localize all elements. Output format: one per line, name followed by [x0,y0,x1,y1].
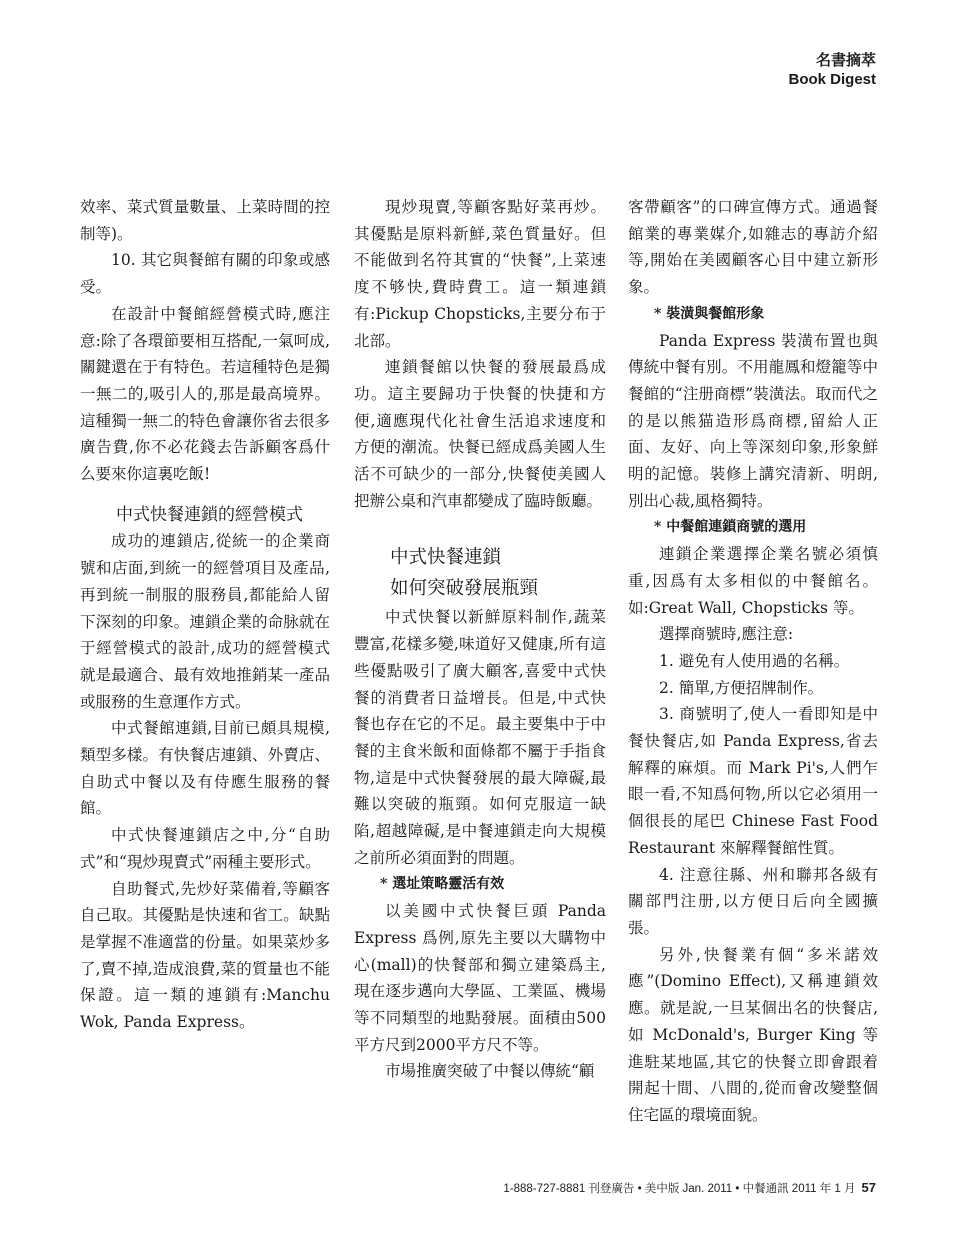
page-footer [503,1180,876,1196]
page-number: 57 [861,1180,876,1195]
paragraph: 市場推廣突破了中餐以傳統“顧 [385,1062,595,1081]
page-header [788,50,876,90]
paragraph: 另外,快餐業有個“多米諾效應”(Domino Effect),又稱連鎖效應。就是說,一旦某個出名的快餐店,如 McDonald's, Burger King 等進駐某地區,其它的快餐立即會跟着開起十間、八間的,從而會改變整個住宅區的環境面貌。 [628,945,878,1124]
section-title-chinese: 名書摘萃 [815,51,876,69]
paragraph: 現炒現賣,等顧客點好菜再炒。其優點是原料新鮮,菜色質量好。但不能做到名符其實的“快餐”,上菜速度不够快,費時費工。這一類連鎖有:Pickup Chopsticks,主要分布于北部。 [354,198,606,350]
paragraph: 連鎖餐館以快餐的發展最爲成功。這主要歸功于快餐的快捷和方便,適應現代化社會生活追求速度和方便的潮流。快餐已經成爲美國人生活不可缺少的一部分,快餐使美國人把辦公桌和汽車都變成了臨時飯廳。 [354,358,606,510]
paragraph: 中式快餐連鎖店之中,分“自助式”和“現炒現賣式”兩種主要形式。 [80,826,330,871]
paragraph: 在設計中餐館經營模式時,應注意:除了各環節要相互搭配,一氣呵成,關鍵還在于有特色。若這種特色是獨一無二的,吸引人的,那是最高境界。這種獨一無二的特色會讓你省去很多廣告費,你不必花錢去告訴顧客爲什么要來你這裏吃飯! [80,304,330,484]
subsection-heading: * 中餐館連鎖商號的選用 [654,519,807,536]
paragraph: 中式快餐以新鮮原料制作,蔬菜豐富,花樣多變,味道好又健康,所有這些優點吸引了廣大顧客,喜愛中式快餐的消費者日益增長。但是,中式快餐也存在它的不足。最主要集中于中餐的主食米飯和面條都不屬于手指食物,這是中式快餐發展的最大障礙,最難以突破的瓶頸。如何克服這一缺陷,超越障礙,是中餐連鎖走向大規模之前所必須面對的問題。 [354,608,606,867]
article-column-3 [628,194,878,1129]
list-item: 4. 注意往縣、州和聯邦各級有關部門注册,以方便日后向全國擴張。 [628,865,878,937]
paragraph: Panda Express 裝潢布置也與傳統中餐有別。不用龍鳳和燈籠等中餐館的“注册商標”裝潢法。取而代之的是以熊猫造形爲商標,留給人正面、友好、向上等深刻印象,形象鮮明的記憶。裝修上講究清新、明朗,別出心裁,風格獨特。 [628,331,878,510]
paragraph: 以美國中式快餐巨頭 Panda Express 爲例,原先主要以大購物中心(mall)的快餐部和獨立建築爲主,現在逐步邁向大學區、工業區、機場等不同類型的地點發展。面積由500平方尺到2000平方尺不等。 [354,902,606,1054]
paragraph: 成功的連鎖店,從統一的企業商號和店面,到統一的經營項目及產品,再到統一制服的服務員,都能給人留下深刻的印象。連鎖企業的命脉就在于經營模式的設計,成功的經營模式就是最適合、最有效地推銷某一產品或服務的生意運作方式。 [80,532,330,711]
paragraph: 自助餐式,先炒好菜備着,等顧客自己取。其優點是快速和省工。缺點是掌握不准適當的份量。如果菜炒多了,賣不掉,造成浪費,菜的質量也不能保證。這一類的連鎖有:Manchu Wok, Panda Express。 [80,879,330,1032]
paragraph: 選擇商號時,應注意: [659,625,794,644]
subsection-heading: * 裝潢與餐館形象 [654,305,765,322]
section-heading: 中式快餐連鎖的經營模式 [116,504,303,525]
paragraph: 效率、菜式質量數量、上菜時間的控制等)。 [80,198,330,243]
article-column-2 [354,194,606,1085]
paragraph: 客帶顧客”的口碑宣傳方式。通過餐館業的專業媒介,如雜志的專訪介紹等,開始在美國顧客心目中建立新形象。 [628,198,878,297]
paragraph: 10. 其它與餐館有關的印象或感受。 [80,251,330,297]
list-item: 2. 簡單,方便招牌制作。 [659,678,824,697]
subsection-heading: * 選址策略靈活有效 [380,876,505,893]
paragraph: 連鎖企業選擇企業名號必須慎重,因爲有太多相似的中餐館名。如:Great Wall, Chopsticks 等。 [628,545,878,617]
article-column-1 [80,194,330,1036]
list-item: 1. 避免有人使用過的名稱。 [659,651,850,670]
section-heading-line-1: 中式快餐連鎖 [390,547,502,569]
section-heading-line-2: 如何突破發展瓶頸 [390,578,539,600]
footer-publication-info: 1-888-727-8881 刊登廣告 • 美中版 Jan. 2011 • 中餐通訊 2011 年 1 月 [503,1183,856,1195]
list-item: 3. 商號明了,使人一看即知是中餐快餐店,如 Panda Express,省去解釋的麻煩。而 Mark Pi's,人們乍眼一看,不知爲何物,所以它必須用一個很長的尾巴 Chinese Fast Food Restaurant 來解釋餐館性質。 [628,705,878,857]
section-title-english: Book Digest [788,71,876,88]
paragraph: 中式餐館連鎖,目前已頗具規模,類型多樣。有快餐店連鎖、外賣店、自助式中餐以及有侍應生服務的餐館。 [80,719,330,818]
